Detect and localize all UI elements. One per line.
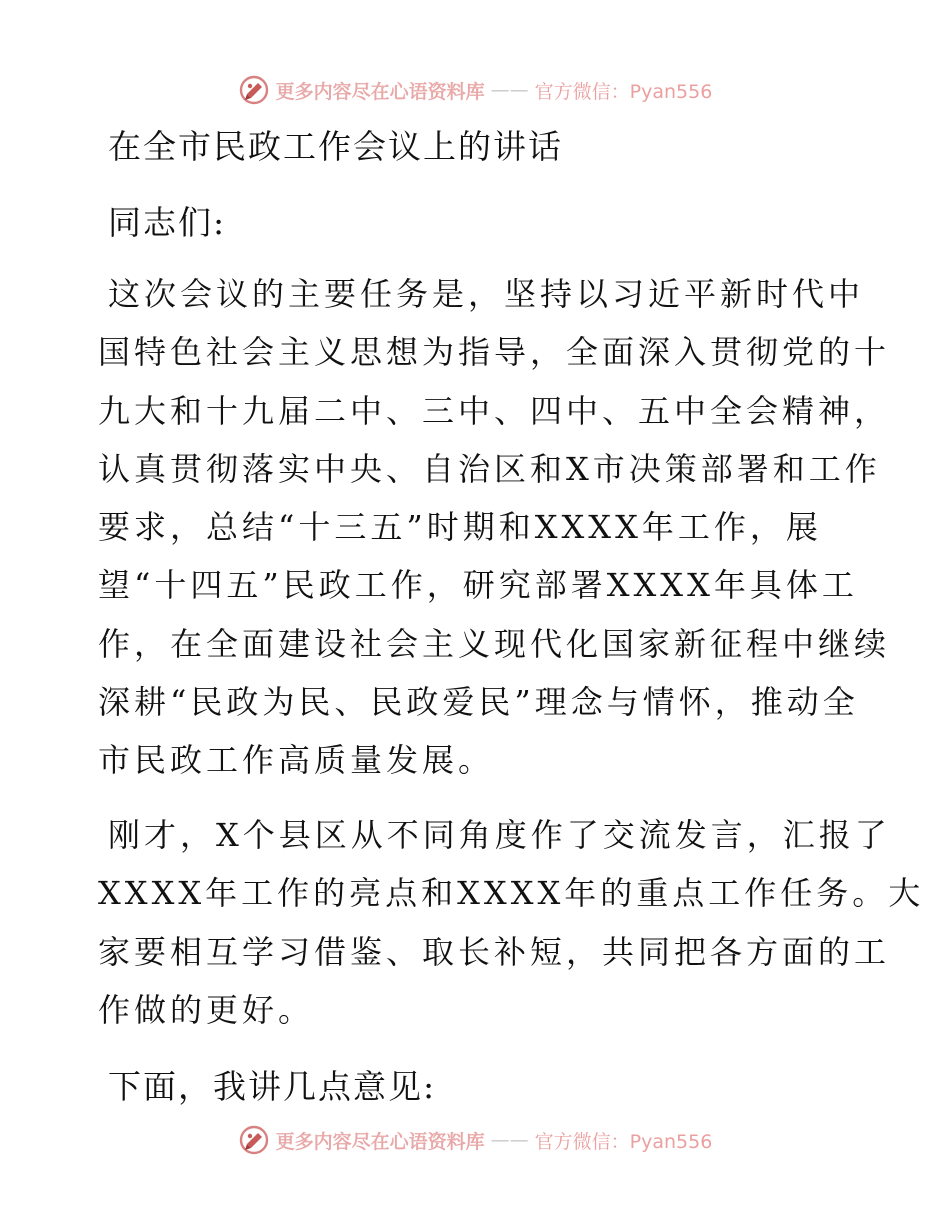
- closing-line: 下面，我讲几点意见:: [108, 1067, 437, 1106]
- paragraph-line: 认真贯彻落实中央、自治区和X市决策部署和工作: [98, 449, 881, 488]
- paragraph-line: XXXX年工作的亮点和XXXX年的重点工作任务。大: [98, 874, 925, 913]
- paragraph-line: 国特色社会主义思想为指导，全面深入贯彻党的十: [98, 333, 891, 372]
- paragraph-line: 望“十四五”民政工作，研究部署XXXX年具体工: [98, 566, 858, 605]
- document-title: 在全市民政工作会议上的讲话: [108, 127, 563, 166]
- paragraph-1: [98, 265, 891, 790]
- watermark-slogan: 更多内容尽在心语资料库: [275, 80, 485, 103]
- paragraph-line: 要求，总结“十三五”时期和XXXX年工作，展: [98, 508, 822, 547]
- paragraph-line: 刚才，X个县区从不同角度作了交流发言，汇报了: [108, 816, 891, 854]
- paragraph-line: 这次会议的主要任务是，坚持以习近平新时代中: [108, 275, 865, 313]
- watermark-slogan: 更多内容尽在心语资料库: [275, 1130, 485, 1153]
- watermark-dash: ——: [490, 79, 529, 101]
- paragraph-2: [98, 806, 925, 1039]
- watermark-contact: 官方微信：Pyan556: [534, 1130, 713, 1153]
- paragraph-line: 市民政工作高质量发展。: [98, 741, 495, 780]
- greeting: 同志们:: [108, 203, 227, 242]
- paragraph-line: 作做的更好。: [98, 990, 315, 1029]
- watermark-contact: 官方微信：Pyan556: [534, 80, 713, 103]
- footer-watermark: [0, 1120, 950, 1160]
- paragraph-line: 深耕“民政为民、民政爱民”理念与情怀，推动全: [98, 683, 859, 722]
- header-watermark: [0, 70, 950, 110]
- paragraph-line: 作，在全面建设社会主义现代化国家新征程中继续: [98, 624, 891, 663]
- brand-logo-icon: [238, 1124, 270, 1156]
- brand-logo-icon: [238, 74, 270, 106]
- watermark-dash: ——: [490, 1129, 529, 1151]
- paragraph-line: 九大和十九届二中、三中、四中、五中全会精神，: [98, 391, 891, 430]
- paragraph-line: 家要相互学习借鉴、取长补短，共同把各方面的工: [98, 932, 891, 971]
